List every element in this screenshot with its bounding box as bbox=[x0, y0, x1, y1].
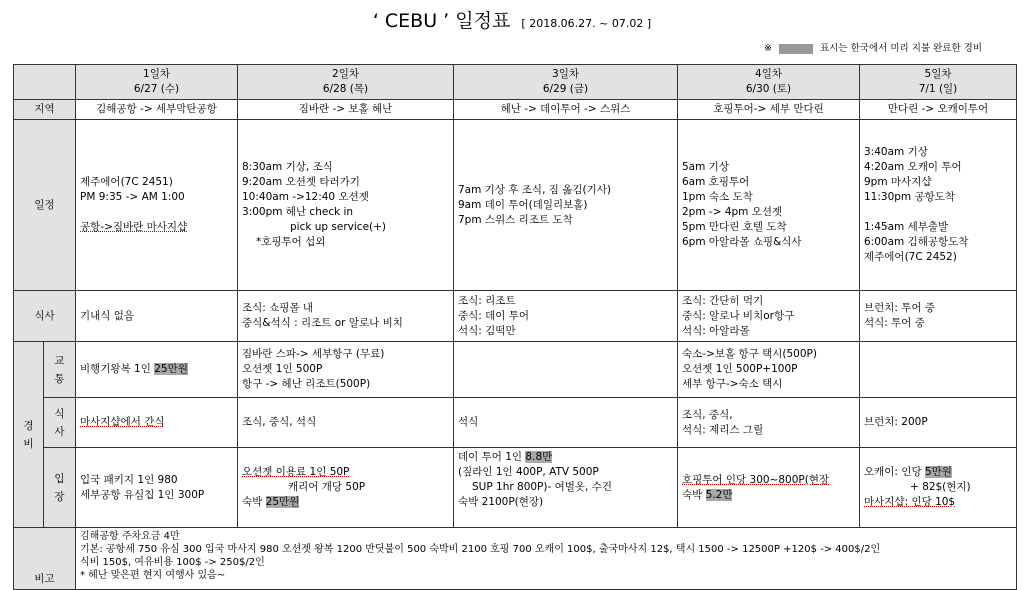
region-day-3: 헤난 -> 데이투어 -> 스위스 bbox=[454, 100, 678, 120]
transport-day-2: 짐바란 스파-> 세부항구 (무료) 오션젯 1인 500P 항구 -> 헤난 리조트(500P) bbox=[238, 342, 454, 398]
meal-day-3: 조식: 리조트 중식: 데이 투어 석식: 김떡만 bbox=[454, 291, 678, 342]
corner-cell bbox=[14, 65, 76, 100]
entry-day-2: 오션젯 이용료 1인 50P 캐리어 개당 50P 숙박 25만원 bbox=[238, 448, 454, 528]
day-4-header: 4일차 6/30 (토) bbox=[678, 65, 860, 100]
transport-day-4: 숙소->보홀 항구 택시(500P) 오션젯 1인 500P+100P 세부 항구->숙소 택시 bbox=[678, 342, 860, 398]
transport-label: 교 통 bbox=[44, 342, 76, 398]
remarks-content: 김해공항 주차요금 4만 기본: 공항세 750 유심 300 입국 마사지 980 오션젯 왕복 1200 반딧불이 500 숙박비 2100 호핑 700 오캐이 100$, 출국마사지 12$, 택시 1500 -> 12500P +120$ -> 400$/2인 식비 150$, 여유비용 100$ -> 250$/2인 * 헤난 맞은편 현지 여행사 있음~ bbox=[76, 528, 1017, 590]
meal-label: 식사 bbox=[14, 291, 76, 342]
food-day-4: 조식, 중식, 석식: 제리스 그릴 bbox=[678, 398, 860, 448]
document-title bbox=[0, 6, 1024, 33]
remarks-label: 비고 bbox=[14, 528, 76, 590]
entry-day-3: 데이 투어 1인 8.8만 (짚라인 1인 400P, ATV 500P SUP 1hr 800P)- 여벌옷, 수건 숙박 2100P(현장) bbox=[454, 448, 678, 528]
transport-day-1: 비행기왕복 1인 25만원 bbox=[76, 342, 238, 398]
meal-row bbox=[14, 291, 1017, 342]
region-day-5: 만다린 -> 오캐이투어 bbox=[860, 100, 1017, 120]
meal-day-5: 브런치: 투어 중 석식: 투어 중 bbox=[860, 291, 1017, 342]
region-label: 지역 bbox=[14, 100, 76, 120]
expense-entry-row bbox=[14, 448, 1017, 528]
meal-day-4: 조식: 간단히 먹기 중식: 알로나 비치or항구 석식: 아알라몰 bbox=[678, 291, 860, 342]
paid-amount: 5.2만 bbox=[705, 488, 733, 501]
food-day-3: 석식 bbox=[454, 398, 678, 448]
expense-transport-row bbox=[14, 342, 1017, 398]
day-3-header: 3일차 6/29 (금) bbox=[454, 65, 678, 100]
paid-amount: 5만원 bbox=[924, 466, 952, 478]
title-main: ‘ CEBU ’ 일정표 bbox=[372, 10, 511, 32]
paid-amount: 25만원 bbox=[154, 363, 188, 375]
schedule-day-1: 제주에어(7C 2451) PM 9:35 -> AM 1:00 공항->짐바란 마사지샵 bbox=[76, 120, 238, 291]
region-day-1: 김해공항 -> 세부막탄공항 bbox=[76, 100, 238, 120]
meal-day-1: 기내식 없음 bbox=[76, 291, 238, 342]
paid-amount: 8.8만 bbox=[525, 451, 553, 463]
schedule-day-5: 3:40am 기상 4:20am 오캐이 투어 9pm 마사지샵 11:30pm 공항도착 1:45am 세부출발 6:00am 김해공항도착 제주에어(7C 2452) bbox=[860, 120, 1017, 291]
paid-amount: 25만원 bbox=[265, 496, 300, 508]
expense-label: 경 비 bbox=[14, 342, 44, 528]
note-mark: ※ bbox=[764, 43, 772, 54]
schedule-row bbox=[14, 120, 1017, 291]
food-day-2: 조식, 중식, 석식 bbox=[238, 398, 454, 448]
day-2-header: 2일차 6/28 (목) bbox=[238, 65, 454, 100]
region-day-2: 짐바란 -> 보홀 헤난 bbox=[238, 100, 454, 120]
schedule-label: 일정 bbox=[14, 120, 76, 291]
transport-day-5 bbox=[860, 342, 1017, 398]
itinerary-table bbox=[13, 64, 1017, 590]
entry-day-1: 입국 패키지 1인 980 세부공항 유심칩 1인 300P bbox=[76, 448, 238, 528]
region-row bbox=[14, 100, 1017, 120]
entry-label: 입 장 bbox=[44, 448, 76, 528]
entry-day-5: 오캐이: 인당 5만원 + 82$(현지) 마사지샵: 인당 10$ bbox=[860, 448, 1017, 528]
entry-day-4: 호핑투어 인당 300~800P(현장 숙박 5.2만 bbox=[678, 448, 860, 528]
schedule-day-2: 8:30am 기상, 조식 9:20am 오션젯 타러가기 10:40am ->12:40 오션젯 3:00pm 헤난 check in pick up service(+) *호핑투어 섭외 bbox=[238, 120, 454, 291]
meal-day-2: 조식: 쇼핑몰 내 중식&석식 : 리조트 or 알로나 비치 bbox=[238, 291, 454, 342]
header-row bbox=[14, 65, 1017, 100]
day-1-header: 1일차 6/27 (수) bbox=[76, 65, 238, 100]
legend-note bbox=[764, 40, 982, 54]
schedule-day-3: 7am 기상 후 조식, 짐 옮김(기사) 9am 데이 투어(데일리보홀) 7pm 스위스 리조트 도착 bbox=[454, 120, 678, 291]
title-date-range: [ 2018.06.27. ~ 07.02 ] bbox=[521, 17, 652, 30]
region-day-4: 호핑투어-> 세부 만다린 bbox=[678, 100, 860, 120]
remarks-row bbox=[14, 528, 1017, 590]
food-label: 식 사 bbox=[44, 398, 76, 448]
food-day-1: 마사지샵에서 간식 bbox=[76, 398, 238, 448]
schedule-day-4: 5am 기상 6am 호핑투어 1pm 숙소 도착 2pm -> 4pm 오션젯 5pm 만다린 호텔 도착 6pm 아알라몰 쇼핑&식사 bbox=[678, 120, 860, 291]
transport-day-3 bbox=[454, 342, 678, 398]
day-5-header: 5일차 7/1 (일) bbox=[860, 65, 1017, 100]
expense-food-row bbox=[14, 398, 1017, 448]
note-text: 표시는 한국에서 미리 지불 완료한 경비 bbox=[820, 43, 982, 54]
food-day-5: 브런치: 200P bbox=[860, 398, 1017, 448]
paid-swatch bbox=[779, 44, 813, 54]
